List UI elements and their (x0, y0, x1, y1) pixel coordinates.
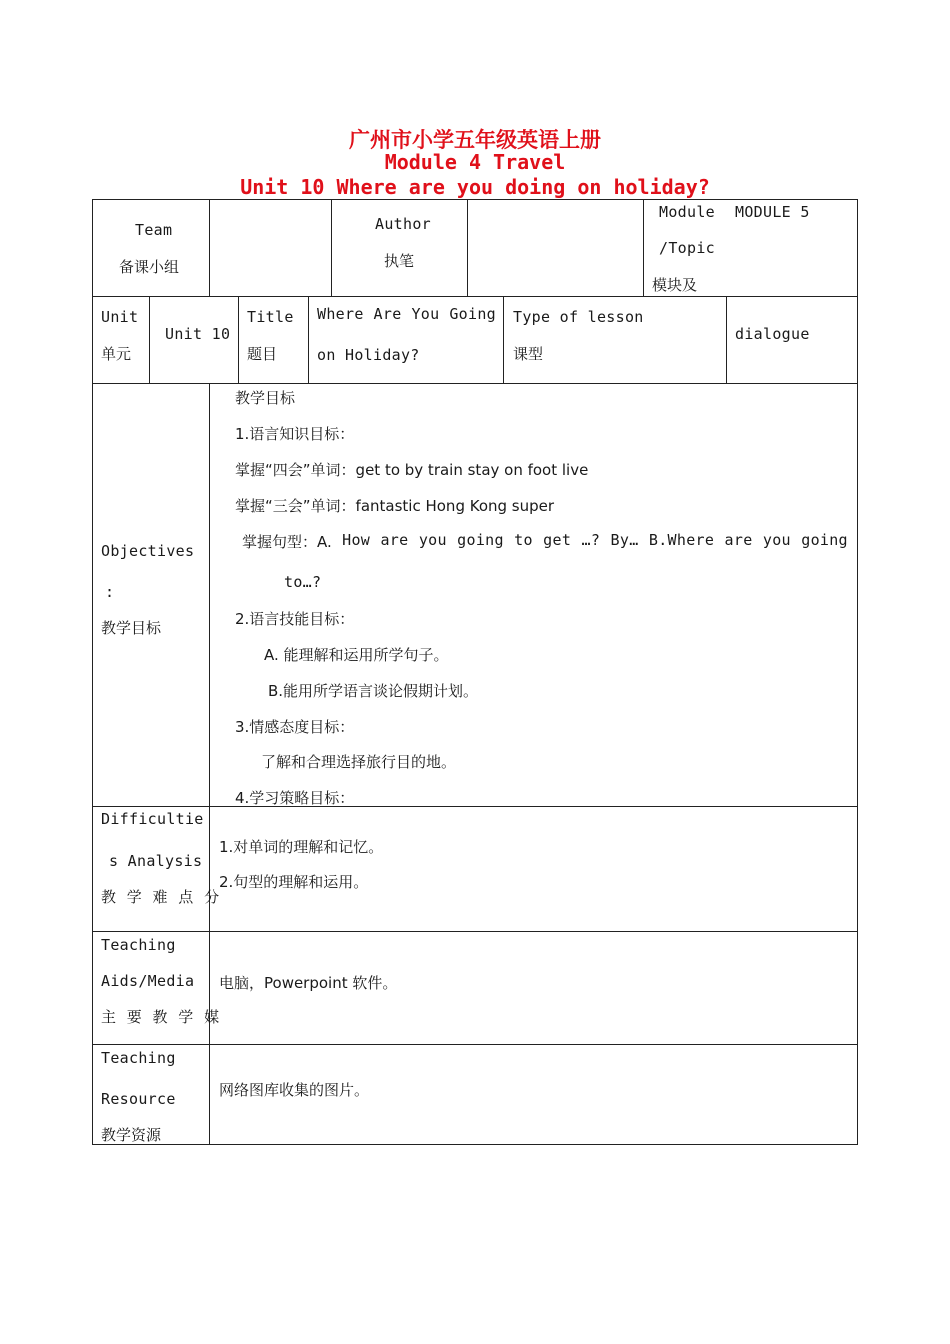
difficulties-label-line1: Difficultie (101, 810, 204, 828)
unit-title: Unit 10 Where are you doing on holiday? (240, 175, 710, 199)
column-divider (503, 296, 504, 383)
column-divider (331, 199, 332, 296)
title-value-line1 (317, 305, 496, 323)
resource-value: 网络图库收集的图片。 (219, 1081, 370, 1099)
lesson-plan-table (92, 199, 858, 1145)
unit-label-cn: 单元 (101, 345, 132, 363)
unit-value: Unit 10 (165, 325, 231, 343)
title-word: You (411, 305, 440, 323)
pattern-word: get (543, 531, 572, 549)
title-label-en: Title (247, 308, 294, 326)
title-word: Are (373, 305, 402, 323)
strategy-goal-heading: 4.学习策略目标： (235, 789, 355, 807)
attitude-goal-heading: 3.情感态度目标： (235, 718, 355, 736)
column-divider (467, 199, 468, 296)
title-value-line2: on Holiday? (317, 346, 420, 364)
table-border-bottom (92, 1144, 858, 1145)
pattern-word: you (418, 531, 447, 549)
title-word: Going (449, 305, 496, 323)
pattern-word: are (380, 531, 409, 549)
team-label-cn: 备课小组 (119, 258, 180, 276)
skill-goal-b: B.能用所学语言谈论假期计划。 (268, 682, 479, 700)
unit-label-en: Unit (101, 308, 139, 326)
pattern-word: How (342, 531, 371, 549)
knowledge-goal-heading: 1.语言知识目标： (235, 425, 355, 443)
aids-value: 电脑，Powerpoint 软件。 (219, 974, 398, 992)
resource-label-line2: Resource (101, 1090, 176, 1108)
row-divider (92, 931, 858, 932)
resource-label-cn: 教学资源 (101, 1126, 162, 1144)
aids-label-line1: Teaching (101, 936, 176, 954)
pattern-word: to (514, 531, 533, 549)
sentence-patterns-line1 (242, 531, 848, 552)
module-value: MODULE 5 (735, 203, 810, 221)
difficulty-item-1: 1.对单词的理解和记忆。 (219, 838, 384, 856)
four-skill-words-text: 掌握“四会”单词：get to by train stay on foot live (235, 461, 589, 479)
table-border-left (92, 199, 93, 1145)
difficulties-label-cn: 教 学 难 点 分 (101, 888, 223, 906)
pattern-word: going (457, 531, 504, 549)
skill-goal-a: A. 能理解和运用所学句子。 (264, 646, 449, 664)
module-label-line1: Module (659, 203, 715, 221)
pattern-word: …? (581, 531, 601, 549)
type-value: dialogue (735, 325, 810, 343)
three-skill-words-text: 掌握“三会”单词：fantastic Hong Kong super (235, 497, 555, 515)
title-label-cn: 题目 (247, 345, 278, 363)
module-label-line2: /Topic (659, 239, 715, 257)
pattern-word: 掌握句型：A. (242, 533, 332, 551)
sentence-patterns-line2: to…? (284, 573, 322, 591)
objectives-label-colon: : (105, 583, 115, 601)
module-label-line3: 模块及 (652, 276, 698, 294)
table-border-right (857, 199, 858, 1145)
skill-goal-heading: 2.语言技能目标： (235, 610, 355, 628)
module-title: Module 4 Travel (384, 150, 566, 174)
pattern-word: are (724, 531, 753, 549)
pattern-word: you (762, 531, 791, 549)
author-label-en: Author (375, 215, 431, 233)
pattern-word: By… (610, 531, 639, 549)
column-divider (149, 296, 150, 383)
document-title: 广州市小学五年级英语上册 (349, 128, 601, 152)
type-label-cn: 课型 (513, 345, 544, 363)
author-label-cn: 执笔 (384, 252, 415, 270)
table-border-top (92, 199, 858, 200)
column-divider (726, 296, 727, 383)
pattern-word: B.Where (648, 531, 715, 549)
column-divider (209, 383, 210, 1145)
column-divider (209, 199, 210, 296)
attitude-goal-item: 了解和合理选择旅行目的地。 (261, 753, 457, 771)
aids-label-cn: 主 要 教 学 媒 (101, 1008, 223, 1026)
three-skill-words (235, 495, 554, 516)
row-divider (92, 296, 858, 297)
pattern-word: going (801, 531, 848, 549)
difficulty-item-2: 2.句型的理解和运用。 (219, 873, 369, 891)
column-divider (238, 296, 239, 383)
objectives-heading: 教学目标 (235, 389, 296, 407)
difficulties-label-line2: s Analysis (109, 852, 203, 870)
objectives-label-cn: 教学目标 (101, 619, 162, 637)
resource-label-line1: Teaching (101, 1049, 176, 1067)
row-divider (92, 383, 858, 384)
type-label-en: Type of lesson (513, 308, 644, 326)
four-skill-words (235, 459, 588, 480)
objectives-label-en: Objectives (101, 542, 195, 560)
aids-label-line2: Aids/Media (101, 972, 195, 990)
column-divider (643, 199, 644, 296)
row-divider (92, 1044, 858, 1045)
team-label-en: Team (135, 221, 173, 239)
title-word: Where (317, 305, 364, 323)
column-divider (308, 296, 309, 383)
row-divider (92, 806, 858, 807)
